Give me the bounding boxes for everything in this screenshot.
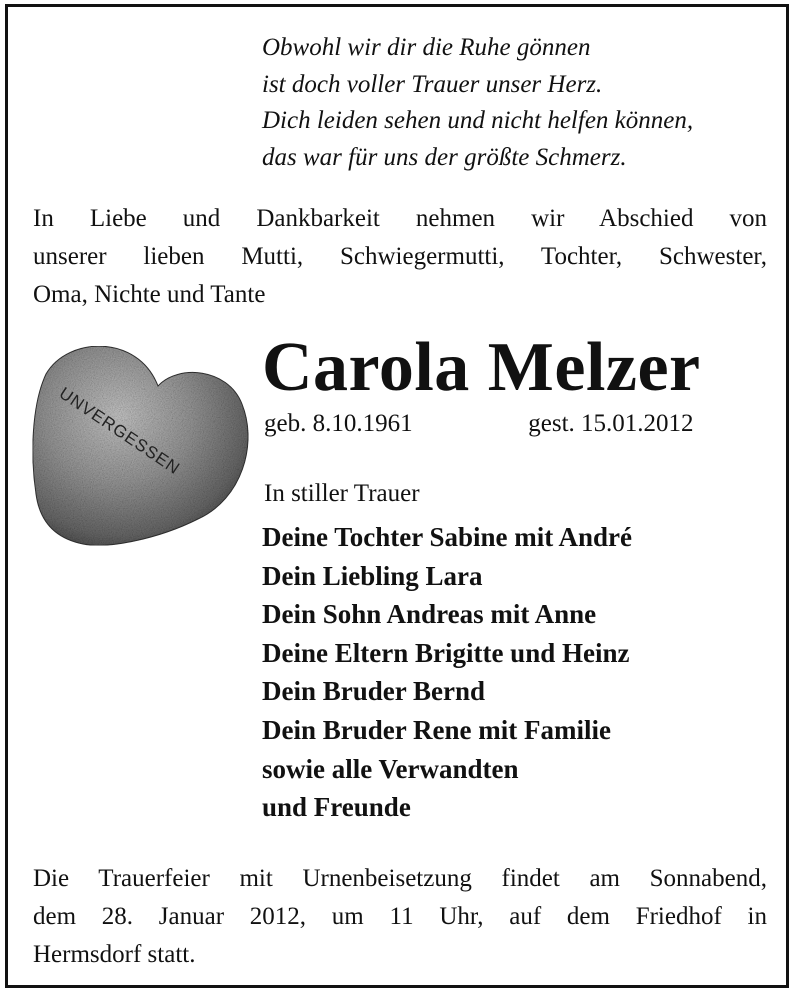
mourner: Deine Eltern Brigitte und Heinz (262, 637, 630, 668)
poem-line: ist doch voller Trauer unser Herz. (262, 70, 603, 98)
mourner: sowie alle Verwandten (262, 753, 519, 784)
mourner: Deine Tochter Sabine mit André (262, 522, 633, 552)
poem-line: Dich leiden sehen und nicht helfen können, (262, 107, 694, 134)
poem (262, 30, 693, 176)
mourner: Dein Bruder Bernd (262, 676, 486, 707)
mourners-list (262, 518, 632, 827)
intro-line: In Liebe und Dankbarkeit nehmen wir Abschied von (33, 205, 767, 232)
heart-stone-image (28, 334, 256, 556)
mourning-heading: In stiller Trauer (264, 480, 420, 507)
funeral-service-notice (33, 860, 767, 974)
intro-line: unserer lieben Mutti, Schwiegermutti, Tochter, Schwester, (33, 243, 767, 270)
mourner: Dein Liebling Lara (262, 560, 483, 591)
deceased-name: Carola Melzer (262, 329, 701, 406)
poem-line: Obwohl wir dir die Ruhe gönnen (262, 34, 591, 61)
heart-inscription: UNVERGESSEN (55, 383, 184, 479)
poem-line: das war für uns der größte Schmerz. (262, 143, 627, 171)
mourner: Dein Bruder Rene mit Familie (262, 714, 611, 745)
birth-date: geb. 8.10.1961 (264, 410, 413, 437)
intro-text (33, 200, 767, 314)
death-date: gest. 15.01.2012 (528, 410, 694, 437)
service-line: Die Trauerfeier mit Urnenbeisetzung findet am Sonnabend, (33, 865, 767, 892)
mourner: und Freunde (262, 792, 411, 823)
mourner: Dein Sohn Andreas mit Anne (262, 599, 597, 630)
life-dates (264, 410, 694, 438)
service-line: dem 28. Januar 2012, um 11 Uhr, auf dem Friedhof in (33, 903, 767, 930)
service-line: Hermsdorf statt. (33, 941, 196, 968)
intro-line: Oma, Nichte und Tante (33, 281, 266, 308)
